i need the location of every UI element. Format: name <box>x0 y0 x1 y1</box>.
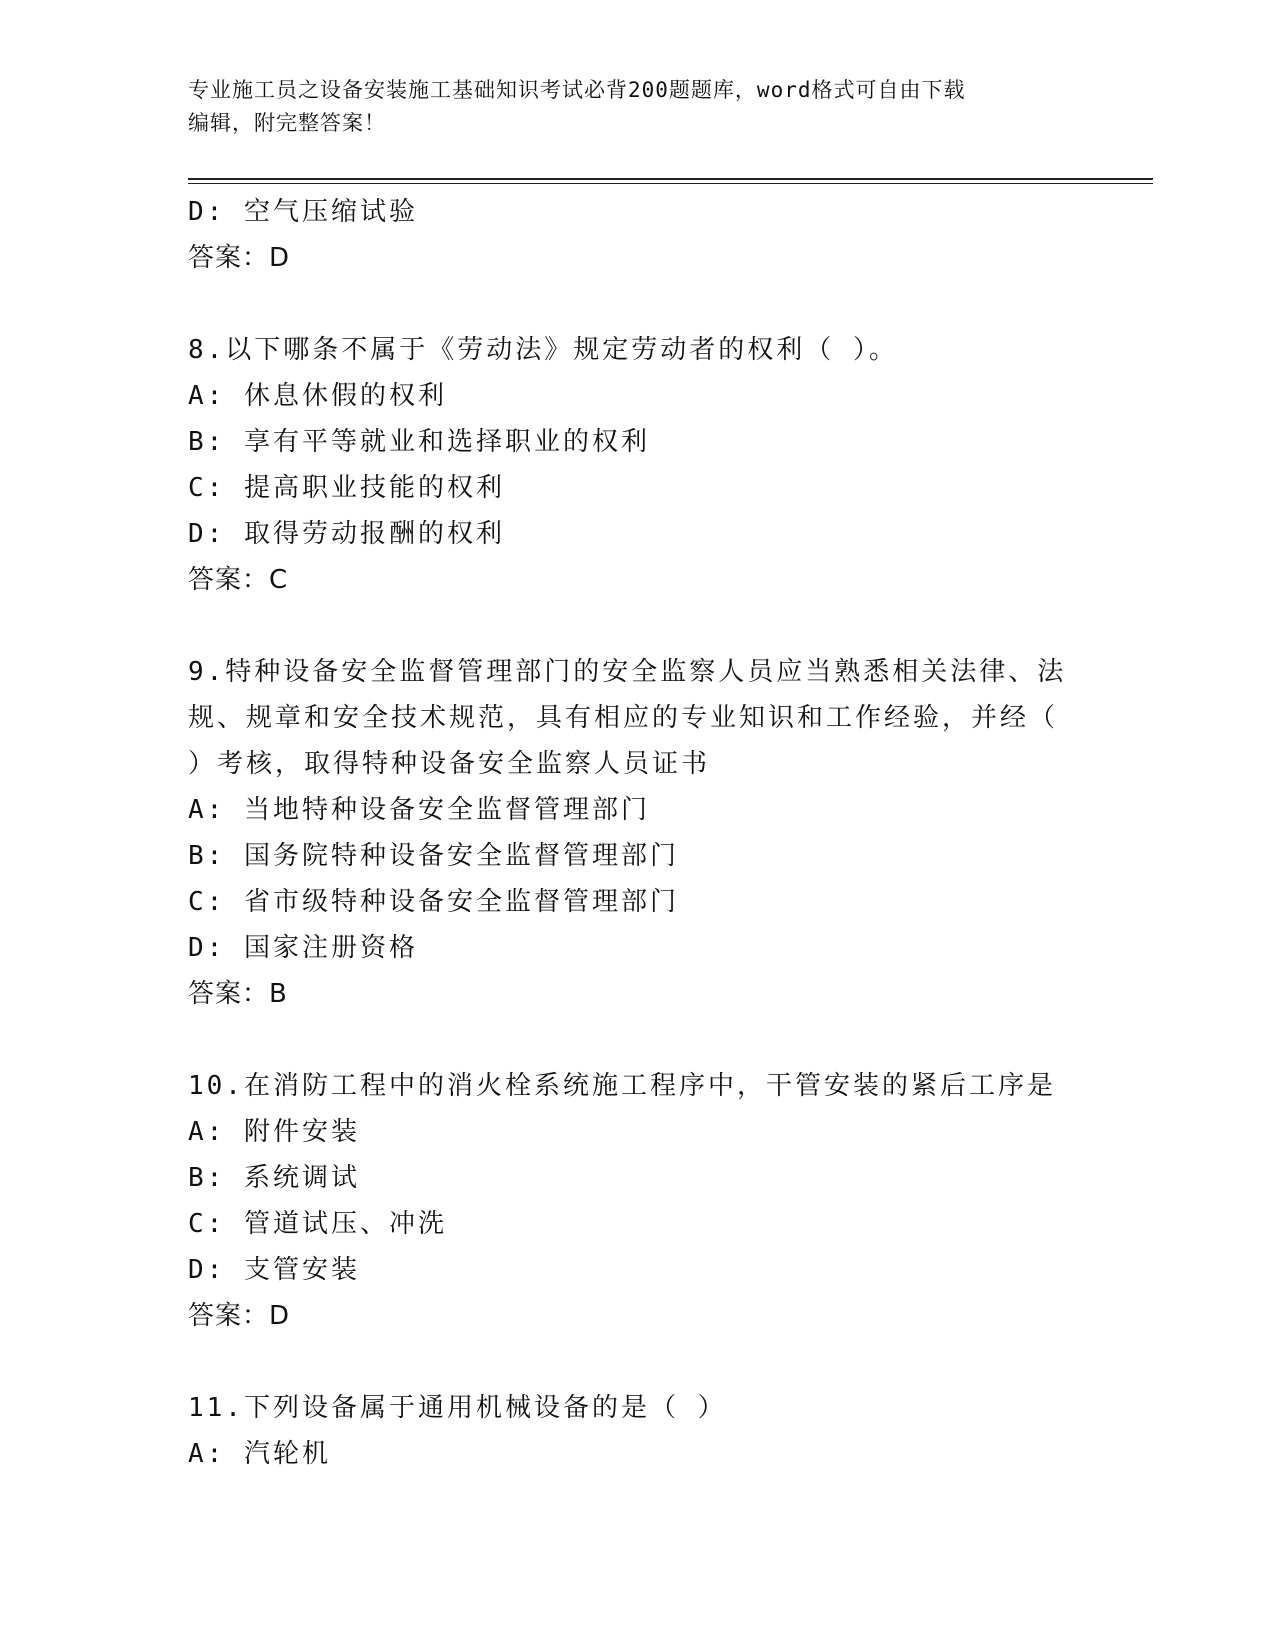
option-a: A: 附件安装 <box>188 1117 360 1147</box>
question-list <box>188 189 1068 1477</box>
question-10 <box>188 1063 1068 1339</box>
document-header <box>188 74 1068 140</box>
question-spacer <box>188 603 1068 649</box>
option-d: D: 支管安装 <box>188 1255 360 1285</box>
question-8 <box>188 327 1068 603</box>
answer-line: 答案：B <box>188 979 288 1009</box>
question-stem: 11.下列设备属于通用机械设备的是（ ） <box>188 1393 727 1423</box>
answer-line: 答案：C <box>188 565 289 595</box>
question-spacer <box>188 1339 1068 1385</box>
option-b: B: 系统调试 <box>188 1163 360 1193</box>
option-b: B: 国务院特种设备安全监督管理部门 <box>188 841 679 871</box>
option-b: B: 享有平等就业和选择职业的权利 <box>188 427 650 457</box>
header-title-line-2: 编辑，附完整答案！ <box>188 111 386 135</box>
question-stem: 10.在消防工程中的消火栓系统施工程序中，干管安装的紧后工序是 <box>188 1071 1056 1101</box>
header-divider-thick <box>188 178 1153 180</box>
option-a: A: 当地特种设备安全监督管理部门 <box>188 795 650 825</box>
question-11 <box>188 1385 1068 1477</box>
header-title-line-1: 专业施工员之设备安装施工基础知识考试必背200题题库，word格式可自由下载 <box>188 78 966 102</box>
header-divider-thin <box>188 183 1153 184</box>
option-a: A: 休息休假的权利 <box>188 381 447 411</box>
question-stem-line-2: 规、规章和安全技术规范，具有相应的专业知识和工作经验，并经（ <box>188 703 1059 733</box>
question-stem-line-3: ）考核，取得特种设备安全监察人员证书 <box>188 749 711 779</box>
question-9 <box>188 649 1068 1017</box>
answer-line: 答案：D <box>188 243 291 273</box>
option-d: D: 国家注册资格 <box>188 933 418 963</box>
option-c: C: 管道试压、冲洗 <box>188 1209 447 1239</box>
option-a: A: 汽轮机 <box>188 1439 331 1469</box>
question-stem-line-1: 9.特种设备安全监督管理部门的安全监察人员应当熟悉相关法律、法 <box>188 657 1067 687</box>
answer-line: 答案：D <box>188 1301 291 1331</box>
question-stem: 8.以下哪条不属于《劳动法》规定劳动者的权利（ ）。 <box>188 335 898 365</box>
question-7-tail <box>188 189 1068 281</box>
question-spacer <box>188 281 1068 327</box>
option-c: C: 提高职业技能的权利 <box>188 473 505 503</box>
option-d: D: 取得劳动报酬的权利 <box>188 519 505 549</box>
option-d: D: 空气压缩试验 <box>188 197 418 227</box>
question-spacer <box>188 1017 1068 1063</box>
option-c: C: 省市级特种设备安全监督管理部门 <box>188 887 679 917</box>
